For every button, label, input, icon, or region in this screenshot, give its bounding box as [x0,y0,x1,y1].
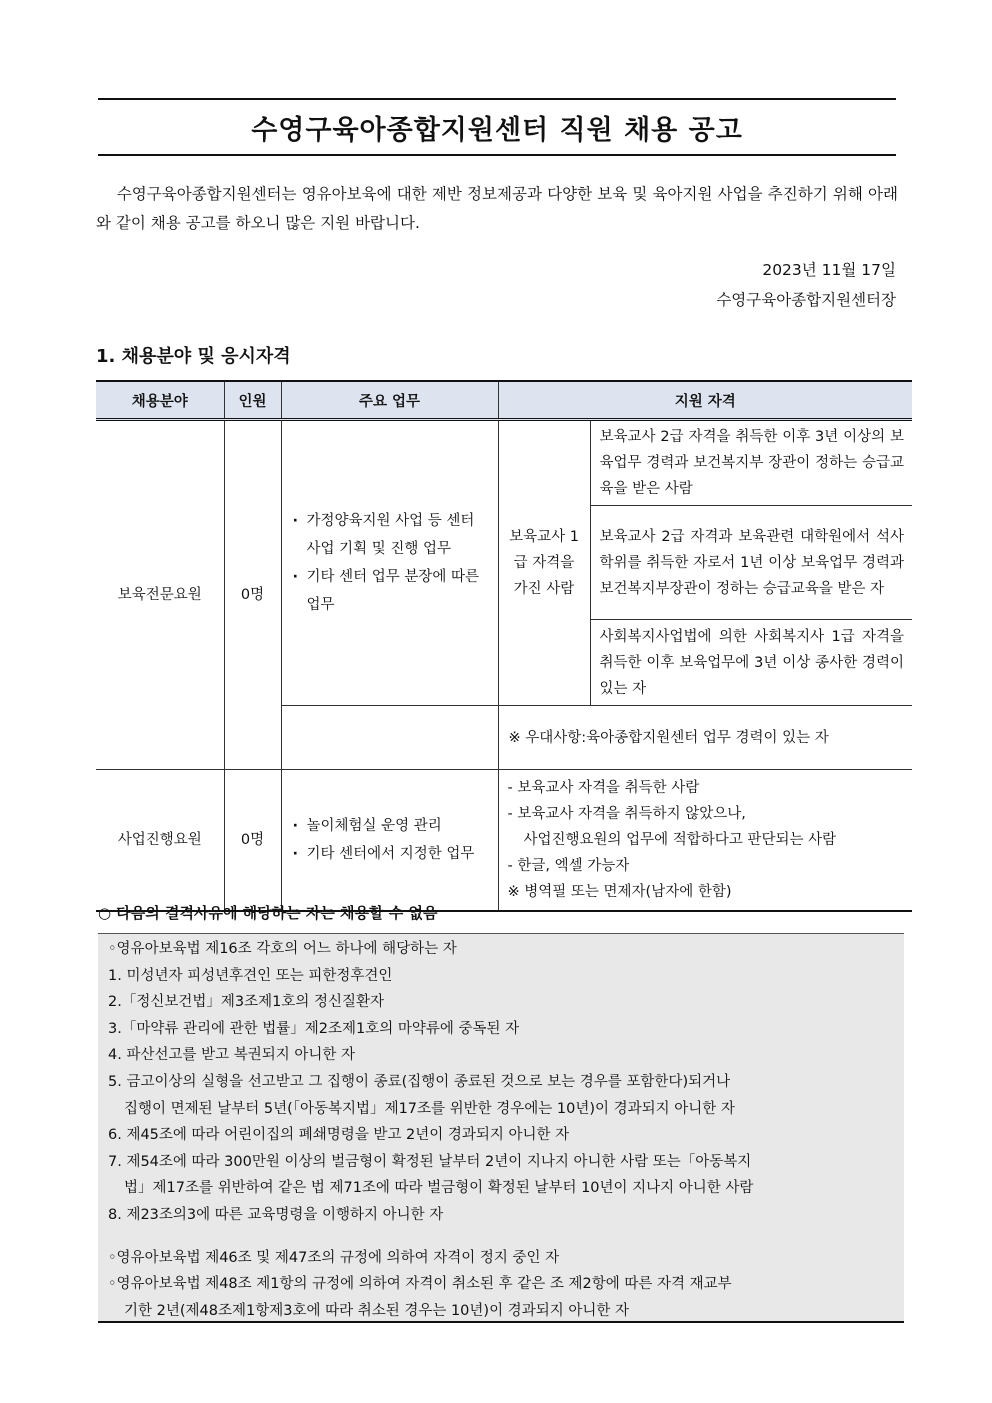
header-qualifications: 지원 자격 [498,381,912,420]
requirements-cell [498,770,912,912]
requirement-item: ※ 병역필 또는 면제자(남자에 한함) [507,884,732,900]
page-title: 수영구육아종합지원센터 직원 채용 공고 [251,114,743,146]
disqualification-line: 6. 제45조에 따라 어린이집의 폐쇄명령을 받고 2년이 경과되지 아니한 자 [108,1127,570,1144]
qualification-cell: 사회복지사업법에 의한 사회복지사 1급 자격을 취득한 이후 보육업무에 3년 이상 종사한 경력이 있는 자 [590,620,912,706]
announcement-date: 2023년 11월 17일 [762,261,896,279]
disqualification-line: ◦영유아보육법 제46조 및 제47조의 규정에 의하여 자격이 정지 중인 자 [108,1249,560,1266]
count-cell: 0명 [224,420,281,770]
duties-cell [281,770,498,912]
table-header-row [96,381,912,420]
header-field: 채용분야 [96,381,224,420]
intro-paragraph [96,180,898,238]
count-cell: 0명 [224,770,281,912]
disqualification-line: 8. 제23조의3에 따른 교육명령을 이행하지 아니한 자 [108,1206,444,1223]
requirement-item: 사업진행요원의 업무에 적합하다고 판단되는 사람 [523,832,837,848]
field-cell: 보육전문요원 [96,420,224,770]
disqualification-line: 집행이 면제된 날부터 5년(「아동복지법」제17조를 위반한 경우에는 10년)이 경과되지 아니한 자 [124,1100,735,1117]
disqualification-title: ○ 다음의 결격사유에 해당하는 자는 채용할 수 없음 [98,904,438,922]
preference-cell: ※ 우대사항:육아종합지원센터 업무 경력이 있는 자 [498,706,912,770]
duty-item: · 기타 센터 업무 분장에 따른 업무 [289,563,489,619]
section-title: 1. 채용분야 및 응시자격 [96,346,291,367]
qualification-group-cell: 보육교사 1급 자격을 가진 사람 [498,420,590,706]
disqualification-line: 2.「정신보건법」제3조제1호의 정신질환자 [108,994,384,1011]
duty-item: · 놀이체험실 운영 관리 [289,812,489,840]
table-row [96,770,912,912]
disqualification-line: ◦영유아보육법 제16조 각호의 어느 하나에 해당하는 자 [108,941,457,957]
disqualification-line: 기한 2년(제48조제1항제3호에 따라 취소된 경우는 10년)이 경과되지 아니한 자 [124,1302,629,1319]
disqualification-line: 법」제17조를 위반하여 같은 법 제71조에 따라 벌금형이 확정된 날부터 10년이 지나지 아니한 사람 [124,1180,754,1197]
table-row [96,420,912,506]
duty-item: · 가정양육지원 사업 등 센터 사업 기획 및 진행 업무 [289,507,489,563]
requirement-item: - 한글, 엑셀 가능자 [507,858,630,874]
disqualification-line: 3.「마약류 관리에 관한 법률」제2조제1호의 마약류에 중독된 자 [108,1020,520,1037]
header-duties: 주요 업무 [281,381,498,420]
qualification-cell: 보육교사 2급 자격과 보육관련 대학원에서 석사학위를 취득한 자로서 1년 이상 보육업무 경력과 보건복지부장관이 정하는 승급교육을 받은 자 [590,506,912,620]
field-cell: 사업진행요원 [96,770,224,912]
header-count: 인원 [224,381,281,420]
signer: 수영구육아종합지원센터장 [716,291,896,309]
spacer [108,1229,896,1245]
disqualification-line: ◦영유아보육법 제48조 제1항의 규정에 의하여 자격이 취소된 후 같은 조 제2항에 따른 자격 재교부 [108,1276,732,1293]
intro-text: 수영구육아종합지원센터는 영유아보육에 대한 제반 정보제공과 다양한 보육 및 육아지원 사업을 추진하기 위해 아래와 같이 채용 공고를 하오니 많은 지원 바랍니다. [96,185,898,232]
requirement-item: - 보육교사 자격을 취득하지 않았으나, [507,806,746,822]
qualification-cell: 보육교사 2급 자격을 취득한 이후 3년 이상의 보육업무 경력과 보건복지부 장관이 정하는 승급교육을 받은 사람 [590,420,912,506]
disqualification-line: 1. 미성년자 피성년후견인 또는 피한정후견인 [108,967,393,984]
recruitment-table [96,380,912,912]
duty-item: · 기타 센터에서 지정한 업무 [289,840,489,868]
disqualification-line: 4. 파산선고를 받고 복권되지 아니한 자 [108,1047,355,1064]
requirement-item: - 보육교사 자격을 취득한 사람 [507,780,700,796]
duties-cell-continued [281,706,498,770]
disqualification-line: 7. 제54조에 따라 300만원 이상의 벌금형이 확정된 날부터 2년이 지나지 아니한 사람 또는「아동복지 [108,1153,752,1170]
disqualification-box [98,933,904,1323]
disqualification-line: 5. 금고이상의 실형을 선고받고 그 집행이 종료(집행이 종료된 것으로 보는 경우를 포함한다)되거나 [108,1073,731,1090]
duties-cell [281,420,498,706]
title-box [98,98,896,156]
